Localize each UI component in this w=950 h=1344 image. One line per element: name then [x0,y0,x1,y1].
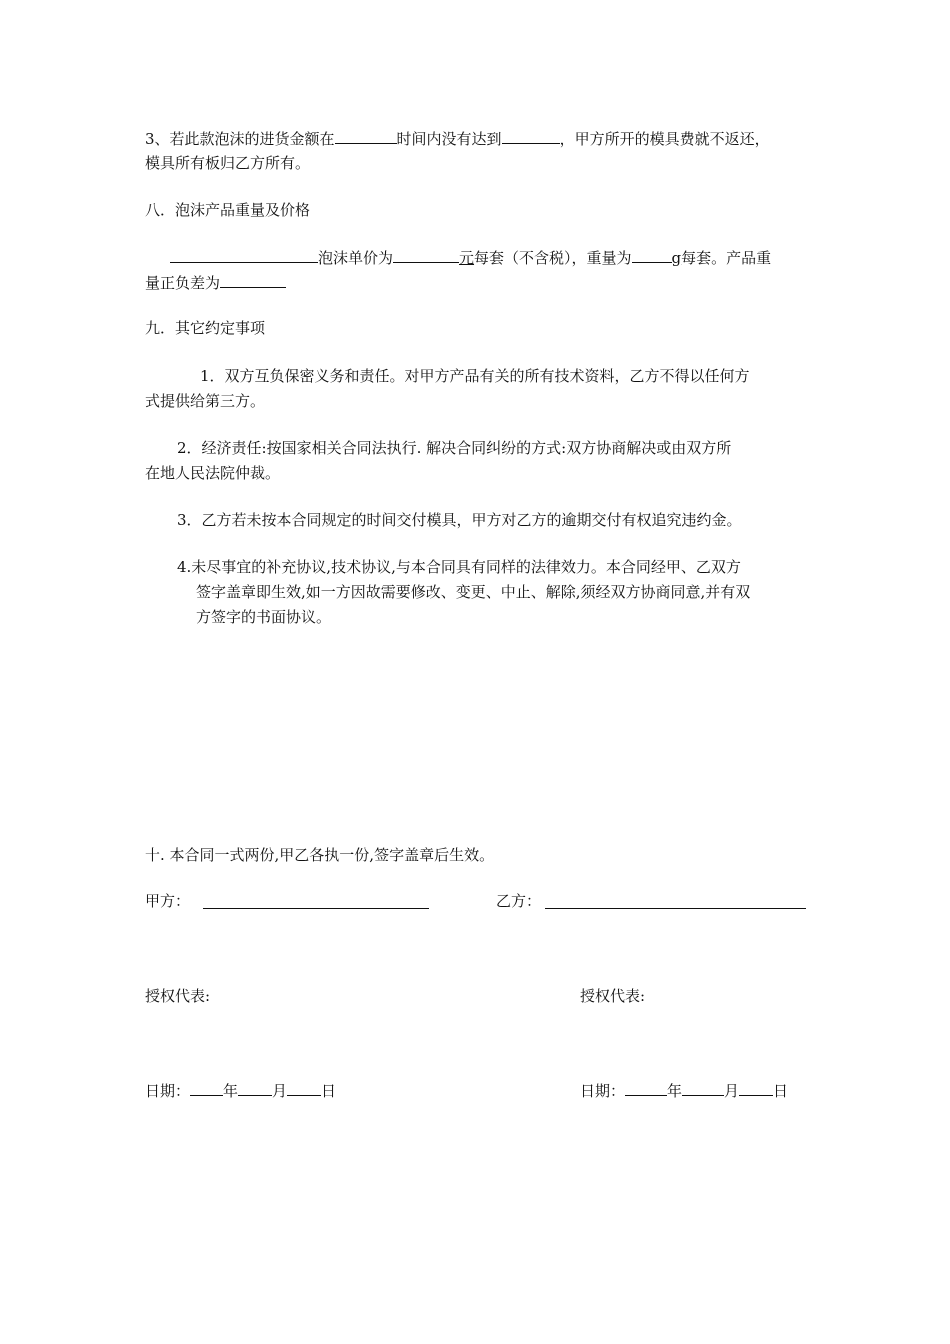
party-b-label: 乙方： [496,892,542,910]
date-a-year: 年 [223,1082,239,1100]
rep-b-label: 授权代表: [580,987,646,1005]
clause9-item3: 3．乙方若未按本合同规定的时间交付模具，甲方对乙方的逾期交付有权追究违约金。 [177,511,742,529]
date-b-label: 日期： [580,1082,626,1100]
weight-blank[interactable] [632,247,672,263]
clause8-price-line1 [170,247,771,268]
period-blank[interactable] [335,128,397,144]
clause9-item2-line1: 2．经济责任:按国家相关合同法执行. 解决合同纠纷的方式:双方协商解决或由双方所 [177,439,732,457]
date-b-day-blank[interactable] [739,1080,773,1096]
tolerance-label: 量正负差为 [145,274,221,292]
party-a-signature-line[interactable] [203,893,429,909]
weight-unit: g [671,249,682,267]
product-name-blank[interactable] [170,247,318,263]
price-text-a: 泡沫单价为 [318,249,394,267]
date-a-year-blank[interactable] [190,1080,223,1096]
date-a [145,1080,336,1101]
amount-blank[interactable] [502,128,560,144]
tolerance-blank[interactable] [220,272,286,288]
clause9-item1-line2: 式提供给第三方。 [145,392,266,410]
date-a-day: 日 [321,1082,337,1100]
clause7-item3-line1 [145,128,770,149]
clause8-heading: 八．泡沫产品重量及价格 [145,201,311,219]
clause7-item3-text-a: 3、若此款泡沫的进货金额在 [145,130,335,148]
date-a-label: 日期： [145,1082,191,1100]
party-b-signature-line[interactable] [545,893,806,909]
price-unit: 元 [459,249,475,267]
clause9-item4-line3: 方签字的书面协议。 [196,608,332,626]
date-b [580,1080,788,1101]
clause7-item3-line2: 模具所有板归乙方所有。 [145,154,311,172]
date-b-year-blank[interactable] [625,1080,667,1096]
clause9-item4-line2: 签字盖章即生效,如一方因故需要修改、变更、中止、解除,须经双方协商同意,并有双 [196,583,751,601]
clause9-heading: 九．其它约定事项 [145,319,266,337]
clause9-item1-line1: 1．双方互负保密义务和责任。对甲方产品有关的所有技术资料，乙方不得以任何方 [200,367,750,385]
date-a-month-blank[interactable] [238,1080,272,1096]
date-b-month-blank[interactable] [682,1080,724,1096]
price-text-b: 每套（不含税），重量为 [474,249,632,267]
party-a-label: 甲方： [145,892,191,910]
clause9-item2-line2: 在地人民法院仲裁。 [145,464,281,482]
date-b-month: 月 [724,1082,740,1100]
clause10-text: 十. 本合同一式两份,甲乙各执一份,签字盖章后生效。 [145,846,495,864]
price-text-c: 每套。产品重 [681,249,772,267]
clause7-item3-text-c: ，甲方所开的模具费就不返还， [559,130,770,148]
clause9-item4-line1: 4.未尽事宜的补充协议,技术协议,与本合同具有同样的法律效力。本合同经甲、乙双方 [177,558,741,576]
date-b-year: 年 [667,1082,683,1100]
date-a-month: 月 [272,1082,288,1100]
rep-a-label: 授权代表: [145,987,211,1005]
unit-price-blank[interactable] [393,247,459,263]
date-b-day: 日 [773,1082,789,1100]
clause7-item3-text-b: 时间内没有达到 [396,130,502,148]
clause8-price-line2 [145,272,286,293]
date-a-day-blank[interactable] [287,1080,321,1096]
